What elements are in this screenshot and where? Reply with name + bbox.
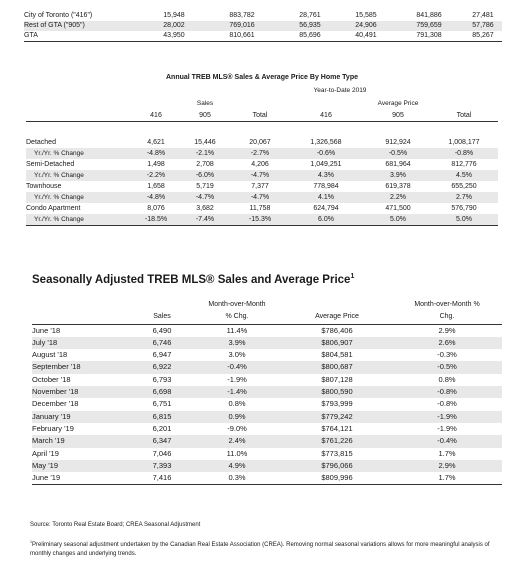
column-header: 905 <box>176 109 234 122</box>
cell: 4.3% <box>286 170 366 181</box>
cell: 1,008,177 <box>448 139 480 146</box>
cell: 778,984 <box>313 183 339 190</box>
cell: 2.6% <box>392 337 502 349</box>
cell: -1.9% <box>227 374 247 384</box>
row-label: Townhouse <box>26 183 62 190</box>
table-row <box>32 361 502 373</box>
cell: -0.8% <box>437 399 457 409</box>
cell: $807,128 <box>321 374 353 384</box>
row-label: Rest of GTA ("905") <box>24 21 146 31</box>
sales-group-label: Sales <box>196 100 214 107</box>
column-header: Total <box>430 109 498 122</box>
cell: 655,250 <box>451 183 477 190</box>
table-row <box>24 11 502 21</box>
row-label: Yr./Yr. % Change <box>26 214 136 226</box>
row-label: Yr./Yr. % Change <box>26 148 136 159</box>
cell: 6,815 <box>132 411 192 423</box>
row-label: Yr./Yr. % Change <box>26 170 136 181</box>
cell: 1.7% <box>392 472 502 485</box>
cell: 3,682 <box>196 205 214 212</box>
table-row <box>32 411 502 423</box>
table-row <box>32 435 502 447</box>
table-row <box>32 386 502 398</box>
cell: -2.2% <box>136 170 176 181</box>
annual-column-header <box>26 109 498 122</box>
cell: 6,922 <box>132 361 192 373</box>
column-header: Sales <box>132 311 192 324</box>
table-row <box>26 137 498 148</box>
row-label: Semi-Detached <box>26 161 75 168</box>
cell: 810,661 <box>202 31 282 42</box>
footnote: $^1$Preliminary seasonal adjustment undertaken by the Canadian Real Estate Association (CREA). Removing normal seasonal variations allows for more meaningful analysis of monthly changes and underlying trends. <box>30 540 490 557</box>
row-label: August '18 <box>32 350 68 360</box>
cell: 7,393 <box>132 460 192 472</box>
cell: 28,002 <box>146 21 202 31</box>
cell: -7.4% <box>176 214 234 226</box>
column-header: 905 <box>366 109 430 122</box>
cell: $804,581 <box>321 350 353 360</box>
gta-summary-table <box>24 11 502 42</box>
cell: -4.7% <box>234 170 286 181</box>
cell: 6,751 <box>152 399 172 409</box>
column-header <box>282 299 392 311</box>
cell: 5.0% <box>366 214 430 226</box>
cell: 7,377 <box>251 183 269 190</box>
cell: 15,446 <box>194 139 216 146</box>
cell: 576,790 <box>451 205 477 212</box>
cell: -15.3% <box>234 214 286 226</box>
cell: 3.0% <box>228 350 246 360</box>
cell: -0.5% <box>392 361 502 373</box>
cell: 6.0% <box>286 214 366 226</box>
cell: -2.1% <box>176 148 234 159</box>
seasonal-table <box>32 299 502 485</box>
cell: 883,782 <box>229 12 255 19</box>
cell: -2.7% <box>234 148 286 159</box>
cell: 6,201 <box>152 423 172 433</box>
cell: 2.4% <box>192 435 282 447</box>
cell: $800,687 <box>282 361 392 373</box>
cell: 6,746 <box>132 337 192 349</box>
cell: $809,996 <box>282 472 392 485</box>
cell: 24,906 <box>338 21 394 31</box>
row-label: Detached <box>26 139 56 146</box>
column-header: Month-over-Month <box>208 301 266 308</box>
cell: 812,776 <box>451 161 477 168</box>
table-row <box>32 398 502 410</box>
table-row <box>32 423 502 435</box>
row-label: July '18 <box>32 337 132 349</box>
cell: 11.0% <box>226 448 248 458</box>
cell: -1.4% <box>192 386 282 398</box>
table-row <box>26 148 498 159</box>
annual-home-type-table <box>26 98 498 226</box>
cell: 2.9% <box>392 460 502 472</box>
cell: -0.4% <box>192 361 282 373</box>
cell: 20,067 <box>249 139 271 146</box>
cell: $793,999 <box>321 399 353 409</box>
row-label: Yr./Yr. % Change <box>26 192 136 203</box>
cell: 11.4% <box>226 325 248 335</box>
cell: 6,490 <box>152 325 172 335</box>
cell: 8,076 <box>147 205 165 212</box>
cell: -0.6% <box>286 148 366 159</box>
row-label: City of Toronto ("416") <box>24 12 93 19</box>
row-label: June '18 <box>32 325 61 335</box>
cell: -1.9% <box>437 423 457 433</box>
row-label: March '19 <box>32 435 132 447</box>
cell: 1,658 <box>147 183 165 190</box>
table-row <box>32 460 502 472</box>
cell: 791,308 <box>394 31 464 42</box>
row-label: September '18 <box>32 361 132 373</box>
row-label: October '18 <box>32 374 71 384</box>
cell: $779,242 <box>282 411 392 423</box>
cell: 2.2% <box>366 192 430 203</box>
cell: 85,696 <box>282 31 338 42</box>
row-label: May '19 <box>32 460 132 472</box>
cell: -4.7% <box>176 192 234 203</box>
cell: $761,226 <box>282 435 392 447</box>
cell: 27,481 <box>472 12 494 19</box>
cell: 624,794 <box>313 205 339 212</box>
table-row <box>32 349 502 361</box>
cell: 43,950 <box>146 31 202 42</box>
table-row <box>32 472 502 485</box>
cell: 4.1% <box>286 192 366 203</box>
row-label: November '18 <box>32 386 132 398</box>
cell: 6,347 <box>132 435 192 447</box>
cell: -9.0% <box>227 423 247 433</box>
cell: 681,964 <box>385 161 411 168</box>
cell: 619,378 <box>385 183 411 190</box>
cell: $764,121 <box>321 423 353 433</box>
cell: 1.7% <box>438 448 456 458</box>
table-row <box>26 181 498 192</box>
cell: 4,621 <box>147 139 165 146</box>
cell: 15,585 <box>355 12 377 19</box>
cell: 56,935 <box>282 21 338 31</box>
table-row <box>32 324 502 337</box>
table-row <box>32 374 502 386</box>
cell: 85,267 <box>464 31 502 42</box>
table-row <box>26 203 498 214</box>
cell: 2.9% <box>438 325 456 335</box>
seasonal-title: Seasonally Adjusted TREB MLS® Sales and Average Price$^1$ <box>32 273 355 286</box>
column-header <box>132 299 192 311</box>
row-label: April '19 <box>32 448 59 458</box>
cell: 841,886 <box>416 12 442 19</box>
cell: 759,659 <box>394 21 464 31</box>
cell: $786,406 <box>321 325 353 335</box>
annual-group-header <box>26 98 498 109</box>
table-row <box>26 214 498 226</box>
column-header <box>32 299 132 311</box>
cell: 2.7% <box>430 192 498 203</box>
price-group-label: Average Price <box>377 100 419 107</box>
row-label: June '19 <box>32 472 132 485</box>
cell: 7,416 <box>132 472 192 485</box>
cell: -0.3% <box>437 350 457 360</box>
table-row <box>24 21 502 31</box>
cell: 912,924 <box>385 139 411 146</box>
cell: 6,793 <box>152 374 172 384</box>
cell: -1.9% <box>392 411 502 423</box>
cell: 11,758 <box>249 205 271 212</box>
cell: -4.8% <box>136 192 176 203</box>
cell: 6,947 <box>152 350 172 360</box>
cell: $806,907 <box>282 337 392 349</box>
column-header <box>32 311 132 324</box>
cell: 2,708 <box>196 161 214 168</box>
seasonal-header-row-1 <box>32 299 502 311</box>
column-header: 416 <box>136 109 176 122</box>
cell: -4.8% <box>136 148 176 159</box>
cell: 40,491 <box>338 31 394 42</box>
cell: -0.8% <box>392 386 502 398</box>
cell: -0.5% <box>366 148 430 159</box>
cell: -6.0% <box>176 170 234 181</box>
cell: 15,948 <box>163 12 185 19</box>
cell: $796,066 <box>282 460 392 472</box>
source-note: Source: Toronto Real Estate Board; CREA Seasonal Adjustment <box>30 522 201 528</box>
column-header: Month-over-Month % <box>414 301 480 308</box>
row-label: GTA <box>24 31 146 42</box>
cell: 5,719 <box>196 183 214 190</box>
cell: 0.3% <box>192 472 282 485</box>
cell: 1,049,251 <box>310 161 342 168</box>
cell: -0.8% <box>430 148 498 159</box>
table-row <box>24 31 502 42</box>
cell: 7,046 <box>152 448 172 458</box>
seasonal-header-row-2 <box>32 311 502 324</box>
cell: 769,016 <box>202 21 282 31</box>
cell: 6,698 <box>132 386 192 398</box>
row-label: January '19 <box>32 411 132 423</box>
column-header: Average Price <box>282 311 392 324</box>
cell: 1,498 <box>147 161 165 168</box>
table-row <box>32 337 502 349</box>
cell: $800,590 <box>282 386 392 398</box>
cell: 0.9% <box>192 411 282 423</box>
cell: 0.8% <box>438 374 456 384</box>
annual-title: Annual TREB MLS® Sales & Average Price By Home Type <box>165 74 358 81</box>
cell: 4.9% <box>192 460 282 472</box>
cell: -4.7% <box>234 192 286 203</box>
table-row <box>26 159 498 170</box>
cell: 4,206 <box>251 161 269 168</box>
table-row <box>26 192 498 203</box>
row-label: Condo Apartment <box>26 205 81 212</box>
cell: 3.9% <box>192 337 282 349</box>
row-label: December '18 <box>32 399 79 409</box>
cell: 1,326,568 <box>310 139 342 146</box>
cell: 471,500 <box>385 205 411 212</box>
cell: -0.4% <box>392 435 502 447</box>
cell: 0.8% <box>228 399 246 409</box>
column-header: % Chg. <box>192 311 282 324</box>
cell: 57,786 <box>464 21 502 31</box>
column-header: Total <box>234 109 286 122</box>
cell: $773,815 <box>321 448 353 458</box>
cell: 5.0% <box>430 214 498 226</box>
cell: 3.9% <box>366 170 430 181</box>
column-header: Chg. <box>392 311 502 324</box>
table-row <box>26 170 498 181</box>
cell: -18.5% <box>136 214 176 226</box>
cell: 4.5% <box>430 170 498 181</box>
column-header: 416 <box>286 109 366 122</box>
annual-subtitle: Year-to-Date 2019 <box>313 87 367 94</box>
table-row <box>32 448 502 460</box>
cell: 28,761 <box>299 12 321 19</box>
row-label: February '19 <box>32 423 74 433</box>
